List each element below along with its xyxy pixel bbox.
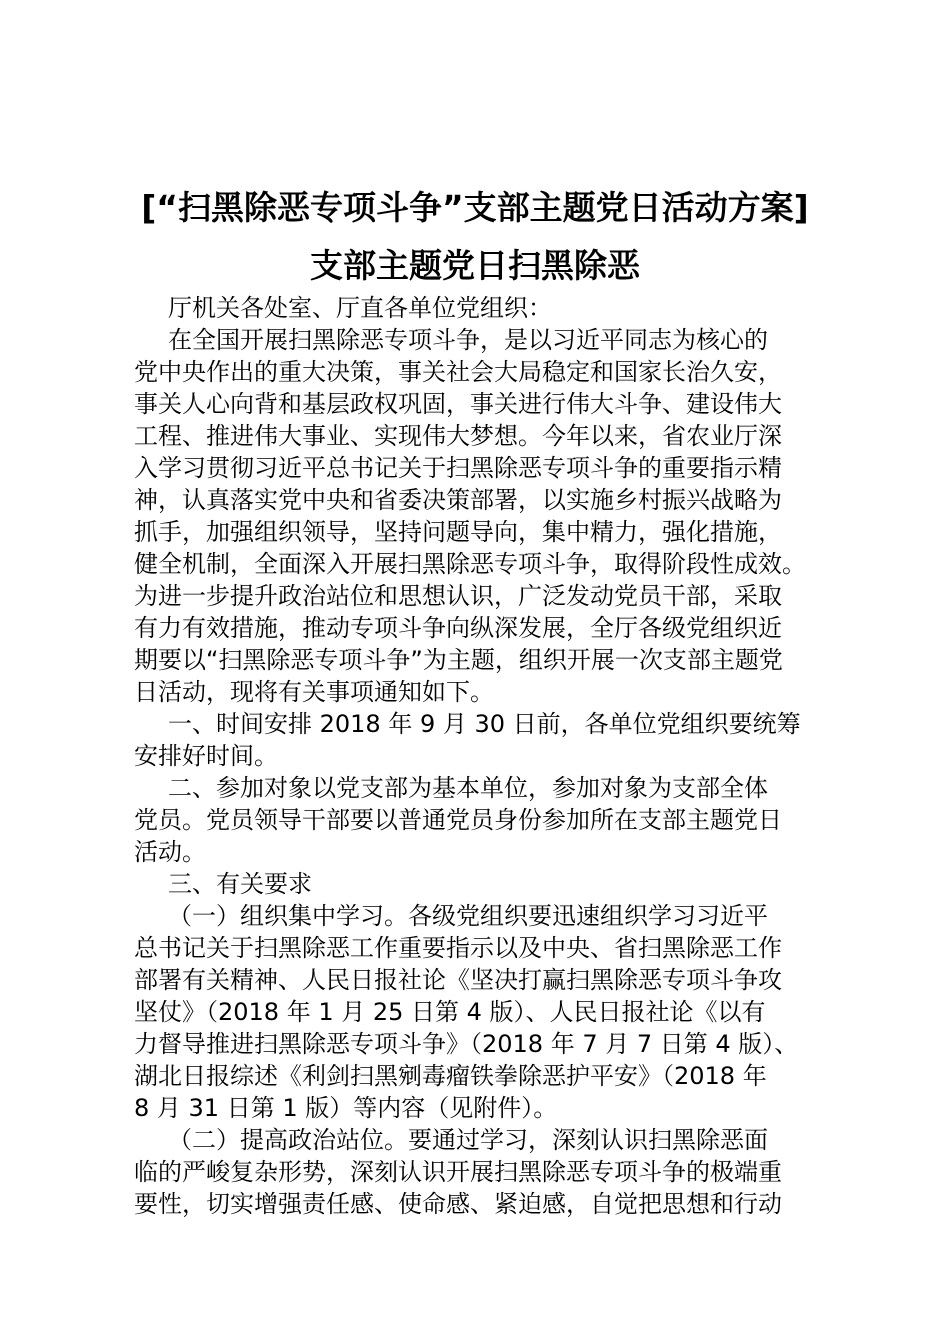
paragraph-line: 活动。 [134, 838, 206, 866]
paragraph-line: 力督导推进扫黑除恶专项斗争》（2018 年 7 月 7 日第 4 版）、 [134, 1030, 799, 1058]
paragraph-line: 为进一步提升政治站位和思想认识，广泛发动党员干部，采取 [134, 582, 782, 610]
section-line: 二、参加对象以党支部为基本单位，参加对象为支部全体 [168, 774, 768, 802]
paragraph-line: 入学习贯彻习近平总书记关于扫黑除恶专项斗争的重要指示精 [134, 454, 782, 482]
paragraph-line: 党中央作出的重大决策，事关社会大局稳定和国家长治久安， [134, 358, 782, 386]
paragraph-line: 工程、推进伟大事业、实现伟大梦想。今年以来，省农业厅深 [134, 422, 782, 450]
paragraph-line: 期要以“扫黑除恶专项斗争”为主题，组织开展一次支部主题党 [134, 646, 783, 674]
paragraph-line: 部署有关精神、人民日报社论《坚决打赢扫黑除恶专项斗争攻 [134, 966, 782, 994]
paragraph-line: 有力有效措施，推动专项斗争向纵深发展，全厅各级党组织近 [134, 614, 782, 642]
paragraph-line: 坚仗》（2018 年 1 月 25 日第 4 版）、人民日报社论《以有 [134, 998, 766, 1026]
paragraph-line: 湖北日报综述《利剑扫黑剜毒瘤铁拳除恶护平安》（2018 年 [134, 1062, 767, 1090]
document-body [134, 292, 834, 1220]
paragraph-line: 事关人心向背和基层政权巩固，事关进行伟大斗争、建设伟大 [134, 390, 782, 418]
subsection-line: （一）组织集中学习。各级党组织要迅速组织学习习近平 [168, 902, 768, 930]
section-heading: 三、有关要求 [168, 870, 312, 898]
paragraph-line: 神，认真落实党中央和省委决策部署，以实施乡村振兴战略为 [134, 486, 782, 514]
document-title: [“扫黑除恶专项斗争”支部主题党日活动方案] [141, 188, 809, 227]
paragraph-line: 安排好时间。 [134, 742, 278, 770]
paragraph-line: 总书记关于扫黑除恶工作重要指示以及中央、省扫黑除恶工作 [134, 934, 782, 962]
paragraph-line: 临的严峻复杂形势，深刻认识开展扫黑除恶专项斗争的极端重 [134, 1158, 782, 1186]
paragraph-line: 抓手，加强组织领导，坚持问题导向，集中精力，强化措施， [134, 518, 782, 546]
subsection-line: （二）提高政治站位。要通过学习，深刻认识扫黑除恶面 [168, 1126, 768, 1154]
paragraph-line: 在全国开展扫黑除恶专项斗争，是以习近平同志为核心的 [168, 326, 768, 354]
paragraph-line: 健全机制，全面深入开展扫黑除恶专项斗争，取得阶段性成效。 [134, 550, 806, 578]
paragraph-line: 党员。党员领导干部要以普通党员身份参加所在支部主题党日 [134, 806, 782, 834]
paragraph-line: 8 月 31 日第 1 版）等内容（见附件）。 [134, 1094, 558, 1122]
section-line: 一、时间安排 2018 年 9 月 30 日前，各单位党组织要统筹 [168, 710, 801, 738]
paragraph-line: 要性，切实增强责任感、使命感、紧迫感，自觉把思想和行动 [134, 1190, 782, 1218]
paragraph-line: 日活动，现将有关事项通知如下。 [134, 678, 494, 706]
salutation-line: 厅机关各处室、厅直各单位党组织： [168, 294, 552, 322]
document-subtitle: 支部主题党日扫黑除恶 [310, 246, 640, 285]
